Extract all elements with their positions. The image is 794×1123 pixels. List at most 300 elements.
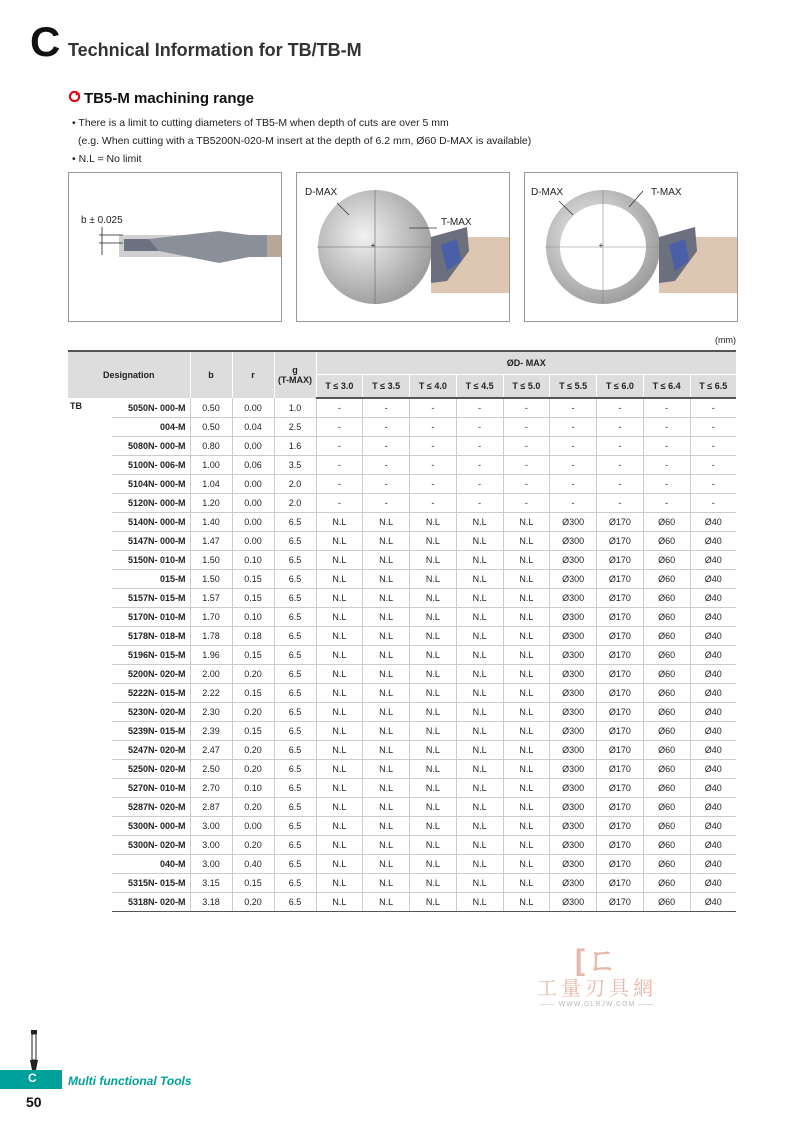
g-cell: 1.0 xyxy=(274,398,316,418)
dmax-cell: N.L xyxy=(363,627,410,646)
dmax-cell: - xyxy=(363,398,410,418)
dmax-cell: N.L xyxy=(456,817,503,836)
dmax-cell: Ø40 xyxy=(690,589,736,608)
tolerance-label: b ± 0.025 xyxy=(81,215,123,226)
dmax-cell: Ø40 xyxy=(690,608,736,627)
dmax-cell: Ø300 xyxy=(550,779,597,798)
table-row xyxy=(68,741,736,760)
dmax-cell: N.L xyxy=(363,684,410,703)
dmax-cell: - xyxy=(690,494,736,513)
table-row xyxy=(68,817,736,836)
dmax-cell: N.L xyxy=(456,532,503,551)
g-cell: 6.5 xyxy=(274,798,316,817)
r-cell: 0.15 xyxy=(232,684,274,703)
dmax-cell: Ø40 xyxy=(690,855,736,874)
dmax-cell: Ø170 xyxy=(597,779,644,798)
dmax-cell: N.L xyxy=(363,703,410,722)
b-cell: 1.78 xyxy=(190,627,232,646)
dmax-cell: N.L xyxy=(503,798,550,817)
header-t-col: T ≤ 5.0 xyxy=(503,375,550,399)
dmax-cell: - xyxy=(597,475,644,494)
dmax-cell: - xyxy=(597,494,644,513)
table-row xyxy=(68,437,736,456)
table-row xyxy=(68,627,736,646)
dmax-cell: N.L xyxy=(456,779,503,798)
b-cell: 0.50 xyxy=(190,398,232,418)
dmax-cell: N.L xyxy=(316,703,363,722)
dmax-cell: N.L xyxy=(410,513,457,532)
r-cell: 0.10 xyxy=(232,551,274,570)
dmax-cell: - xyxy=(643,456,690,475)
r-cell: 0.00 xyxy=(232,398,274,418)
dmax-cell: - xyxy=(316,418,363,437)
footer-section-letter: C xyxy=(28,1071,37,1085)
b-cell: 1.04 xyxy=(190,475,232,494)
section-letter: C xyxy=(30,18,61,65)
dmax-cell: Ø60 xyxy=(643,551,690,570)
r-cell: 0.10 xyxy=(232,608,274,627)
dmax-cell: Ø60 xyxy=(643,779,690,798)
dmax-cell: - xyxy=(456,475,503,494)
dmax-cell: N.L xyxy=(456,893,503,912)
dmax-cell: N.L xyxy=(503,874,550,893)
dmax-cell: Ø300 xyxy=(550,589,597,608)
dmax-cell: N.L xyxy=(503,646,550,665)
b-cell: 2.50 xyxy=(190,760,232,779)
dmax-cell: N.L xyxy=(410,798,457,817)
dmax-cell: Ø60 xyxy=(643,570,690,589)
designation-cell: 5318N- 020-M xyxy=(112,893,190,912)
dmax-cell: Ø170 xyxy=(597,798,644,817)
designation-cell: 5196N- 015-M xyxy=(112,646,190,665)
dmax-cell: - xyxy=(597,437,644,456)
table-row xyxy=(68,874,736,893)
g-cell: 6.5 xyxy=(274,760,316,779)
designation-cell: 015-M xyxy=(112,570,190,589)
dmax-cell: Ø40 xyxy=(690,722,736,741)
dmax-cell: - xyxy=(456,437,503,456)
dmax-cell: Ø60 xyxy=(643,532,690,551)
dmax-cell: N.L xyxy=(503,627,550,646)
dmax-cell: N.L xyxy=(363,722,410,741)
dmax-cell: N.L xyxy=(503,551,550,570)
dmax-cell: Ø170 xyxy=(597,665,644,684)
dmax-cell: - xyxy=(503,418,550,437)
dmax-cell: - xyxy=(503,456,550,475)
b-cell: 1.47 xyxy=(190,532,232,551)
r-cell: 0.18 xyxy=(232,627,274,646)
b-cell: 2.70 xyxy=(190,779,232,798)
dmax-cell: Ø300 xyxy=(550,532,597,551)
watermark-text: 工量刃具網 xyxy=(537,978,657,1000)
dmax-cell: N.L xyxy=(316,513,363,532)
dmax-cell: Ø170 xyxy=(597,817,644,836)
dmax-cell: - xyxy=(690,456,736,475)
dmax-cell: N.L xyxy=(503,893,550,912)
dmax-cell: Ø300 xyxy=(550,855,597,874)
dmax-cell: N.L xyxy=(456,589,503,608)
dmax-cell: Ø60 xyxy=(643,722,690,741)
dmax-cell: N.L xyxy=(456,855,503,874)
dmax-cell: Ø40 xyxy=(690,703,736,722)
dmax-cell: Ø300 xyxy=(550,570,597,589)
dmax-cell: N.L xyxy=(503,532,550,551)
dmax-cell: N.L xyxy=(363,798,410,817)
dmax-cell: Ø300 xyxy=(550,760,597,779)
b-cell: 1.00 xyxy=(190,456,232,475)
dmax-cell: Ø60 xyxy=(643,608,690,627)
b-cell: 2.39 xyxy=(190,722,232,741)
dmax-cell: - xyxy=(643,418,690,437)
watermark-url: —— WWW.GLRJW.COM —— xyxy=(539,1001,655,1008)
b-cell: 1.20 xyxy=(190,494,232,513)
header-t-col: T ≤ 6.4 xyxy=(643,375,690,399)
dmax-cell: N.L xyxy=(410,722,457,741)
dmax-cell: - xyxy=(410,456,457,475)
designation-cell: 5287N- 020-M xyxy=(112,798,190,817)
dmax-cell: N.L xyxy=(316,874,363,893)
g-cell: 6.5 xyxy=(274,551,316,570)
dmax-cell: - xyxy=(503,494,550,513)
dmax-cell: N.L xyxy=(503,570,550,589)
designation-cell: 5157N- 015-M xyxy=(112,589,190,608)
dmax-cell: N.L xyxy=(456,703,503,722)
header-t-col: T ≤ 3.0 xyxy=(316,375,363,399)
page-title: Technical Information for TB/TB-M xyxy=(68,40,362,60)
dmax-cell: N.L xyxy=(503,665,550,684)
dmax-cell: N.L xyxy=(316,589,363,608)
dmax-cell: N.L xyxy=(316,760,363,779)
dmax-cell: - xyxy=(643,494,690,513)
table-row xyxy=(68,855,736,874)
dmax-cell: N.L xyxy=(316,684,363,703)
dmax-cell: N.L xyxy=(363,817,410,836)
dmax-cell: N.L xyxy=(316,627,363,646)
dmax-cell: N.L xyxy=(503,703,550,722)
dmax-cell: N.L xyxy=(456,627,503,646)
dmax-cell: - xyxy=(456,398,503,418)
dmax-cell: - xyxy=(410,437,457,456)
designation-cell: 5050N- 000-M xyxy=(112,398,190,418)
r-cell: 0.04 xyxy=(232,418,274,437)
dmax-cell: Ø300 xyxy=(550,665,597,684)
dmax-cell: - xyxy=(643,475,690,494)
g-cell: 6.5 xyxy=(274,608,316,627)
b-cell: 0.80 xyxy=(190,437,232,456)
designation-cell: 5200N- 020-M xyxy=(112,665,190,684)
header-dmax: ØD- MAX xyxy=(316,351,736,375)
table-row xyxy=(68,646,736,665)
dmax-cell: N.L xyxy=(456,874,503,893)
g-cell: 6.5 xyxy=(274,684,316,703)
header-g-label: g xyxy=(292,365,298,375)
dmax-cell: N.L xyxy=(316,665,363,684)
dmax-cell: Ø40 xyxy=(690,684,736,703)
dmax-cell: - xyxy=(410,475,457,494)
dmax-cell: Ø170 xyxy=(597,532,644,551)
dmax-cell: N.L xyxy=(363,874,410,893)
dmax-label: D-MAX xyxy=(531,187,564,198)
header-designation: Designation xyxy=(68,351,190,398)
dmax-cell: - xyxy=(690,475,736,494)
dmax-cell: N.L xyxy=(456,741,503,760)
dmax-cell: N.L xyxy=(456,570,503,589)
g-cell: 6.5 xyxy=(274,703,316,722)
dmax-cell: Ø60 xyxy=(643,589,690,608)
b-cell: 3.15 xyxy=(190,874,232,893)
table-row xyxy=(68,836,736,855)
b-cell: 2.87 xyxy=(190,798,232,817)
g-cell: 6.5 xyxy=(274,874,316,893)
dmax-cell: - xyxy=(410,398,457,418)
b-cell: 1.50 xyxy=(190,551,232,570)
r-cell: 0.20 xyxy=(232,665,274,684)
dmax-cell: Ø60 xyxy=(643,760,690,779)
b-cell: 2.22 xyxy=(190,684,232,703)
dmax-cell: Ø40 xyxy=(690,570,736,589)
dmax-cell: N.L xyxy=(316,836,363,855)
dmax-cell: N.L xyxy=(456,798,503,817)
dmax-cell: - xyxy=(690,437,736,456)
r-cell: 0.15 xyxy=(232,589,274,608)
dmax-cell: Ø300 xyxy=(550,646,597,665)
dmax-cell: N.L xyxy=(316,608,363,627)
dmax-cell: Ø40 xyxy=(690,836,736,855)
dmax-cell: N.L xyxy=(410,817,457,836)
header-t-col: T ≤ 5.5 xyxy=(550,375,597,399)
r-cell: 0.15 xyxy=(232,722,274,741)
header-b: b xyxy=(190,351,232,398)
table-row xyxy=(68,398,736,418)
dmax-cell: N.L xyxy=(410,836,457,855)
dmax-cell: N.L xyxy=(456,722,503,741)
dmax-cell: Ø40 xyxy=(690,741,736,760)
dmax-cell: Ø300 xyxy=(550,513,597,532)
g-cell: 6.5 xyxy=(274,722,316,741)
solid-bar-figure xyxy=(296,172,510,322)
table-row xyxy=(68,798,736,817)
dmax-cell: N.L xyxy=(316,551,363,570)
table-row xyxy=(68,589,736,608)
dmax-cell: N.L xyxy=(503,589,550,608)
r-cell: 0.20 xyxy=(232,798,274,817)
refresh-arrow-icon xyxy=(68,90,81,107)
b-cell: 2.30 xyxy=(190,703,232,722)
dmax-cell: N.L xyxy=(316,817,363,836)
g-cell: 6.5 xyxy=(274,741,316,760)
dmax-cell: N.L xyxy=(363,513,410,532)
tmax-label: T-MAX xyxy=(441,217,472,228)
dmax-cell: N.L xyxy=(503,760,550,779)
r-cell: 0.20 xyxy=(232,703,274,722)
dmax-cell: - xyxy=(643,437,690,456)
dmax-cell: N.L xyxy=(410,760,457,779)
dmax-cell: Ø40 xyxy=(690,798,736,817)
designation-cell: 5300N- 020-M xyxy=(112,836,190,855)
dmax-cell: - xyxy=(363,475,410,494)
dmax-cell: Ø60 xyxy=(643,836,690,855)
g-cell: 6.5 xyxy=(274,589,316,608)
dmax-cell: N.L xyxy=(410,874,457,893)
dmax-cell: Ø300 xyxy=(550,722,597,741)
dmax-cell: - xyxy=(597,456,644,475)
dmax-cell: N.L xyxy=(410,551,457,570)
dmax-cell: Ø40 xyxy=(690,874,736,893)
designation-cell: 5222N- 015-M xyxy=(112,684,190,703)
dmax-cell: - xyxy=(456,456,503,475)
dmax-cell: - xyxy=(316,456,363,475)
dmax-cell: - xyxy=(690,398,736,418)
dmax-cell: - xyxy=(503,475,550,494)
designation-cell: 5147N- 000-M xyxy=(112,532,190,551)
dmax-cell: Ø170 xyxy=(597,646,644,665)
dmax-cell: N.L xyxy=(363,532,410,551)
dmax-label: D-MAX xyxy=(305,187,338,198)
dmax-cell: N.L xyxy=(363,760,410,779)
note-line: • There is a limit to cutting diameters of TB5-M when depth of cuts are over 5 mm xyxy=(72,117,449,129)
dmax-cell: Ø40 xyxy=(690,779,736,798)
dmax-cell: - xyxy=(363,494,410,513)
dmax-cell: - xyxy=(550,456,597,475)
dmax-cell: Ø40 xyxy=(690,665,736,684)
b-cell: 3.00 xyxy=(190,817,232,836)
dmax-cell: Ø300 xyxy=(550,684,597,703)
g-cell: 6.5 xyxy=(274,646,316,665)
b-cell: 1.70 xyxy=(190,608,232,627)
designation-cell: 5120N- 000-M xyxy=(112,494,190,513)
dmax-cell: N.L xyxy=(363,570,410,589)
table-row xyxy=(68,494,736,513)
designation-cell: 5300N- 000-M xyxy=(112,817,190,836)
dmax-cell: N.L xyxy=(316,646,363,665)
dmax-cell: N.L xyxy=(363,646,410,665)
dmax-cell: Ø60 xyxy=(643,798,690,817)
r-cell: 0.00 xyxy=(232,437,274,456)
section-heading xyxy=(68,90,254,107)
designation-cell: 5315N- 015-M xyxy=(112,874,190,893)
dmax-cell: Ø40 xyxy=(690,646,736,665)
dmax-cell: Ø300 xyxy=(550,798,597,817)
table-row xyxy=(68,703,736,722)
r-cell: 0.20 xyxy=(232,893,274,912)
dmax-cell: N.L xyxy=(363,855,410,874)
dmax-cell: N.L xyxy=(316,798,363,817)
dmax-cell: - xyxy=(456,418,503,437)
header-g xyxy=(274,351,316,398)
dmax-cell: - xyxy=(363,437,410,456)
dmax-cell: N.L xyxy=(410,608,457,627)
dmax-cell: Ø60 xyxy=(643,817,690,836)
b-cell: 0.50 xyxy=(190,418,232,437)
dmax-cell: Ø60 xyxy=(643,893,690,912)
dmax-cell: Ø170 xyxy=(597,703,644,722)
dmax-cell: N.L xyxy=(456,665,503,684)
table-row xyxy=(68,608,736,627)
dmax-cell: Ø40 xyxy=(690,532,736,551)
dmax-cell: Ø60 xyxy=(643,513,690,532)
dmax-cell: - xyxy=(316,475,363,494)
dmax-cell: N.L xyxy=(316,722,363,741)
designation-cell: 5178N- 018-M xyxy=(112,627,190,646)
dmax-cell: N.L xyxy=(363,779,410,798)
tmax-label: T-MAX xyxy=(651,187,682,198)
dmax-cell: N.L xyxy=(503,836,550,855)
dmax-cell: Ø60 xyxy=(643,741,690,760)
dmax-cell: - xyxy=(550,437,597,456)
r-cell: 0.15 xyxy=(232,646,274,665)
dmax-cell: - xyxy=(550,494,597,513)
dmax-cell: N.L xyxy=(316,893,363,912)
dmax-cell: N.L xyxy=(456,551,503,570)
watermark-logo: [ㄈ xyxy=(575,944,619,977)
dmax-cell: N.L xyxy=(503,513,550,532)
watermark xyxy=(532,945,662,1008)
table-row xyxy=(68,684,736,703)
b-cell: 3.18 xyxy=(190,893,232,912)
dmax-cell: - xyxy=(550,475,597,494)
table-row xyxy=(68,456,736,475)
b-cell: 2.00 xyxy=(190,665,232,684)
dmax-cell: - xyxy=(597,398,644,418)
dmax-cell: N.L xyxy=(456,608,503,627)
dmax-cell: N.L xyxy=(410,589,457,608)
dmax-cell: Ø170 xyxy=(597,627,644,646)
dmax-cell: N.L xyxy=(363,551,410,570)
dmax-cell: N.L xyxy=(410,893,457,912)
dmax-cell: Ø170 xyxy=(597,836,644,855)
dmax-cell: Ø60 xyxy=(643,855,690,874)
designation-cell: 5270N- 010-M xyxy=(112,779,190,798)
dmax-cell: Ø170 xyxy=(597,855,644,874)
dmax-cell: N.L xyxy=(410,570,457,589)
dmax-cell: N.L xyxy=(410,741,457,760)
dmax-cell: N.L xyxy=(456,646,503,665)
table-row xyxy=(68,893,736,912)
dmax-cell: Ø60 xyxy=(643,684,690,703)
dmax-cell: N.L xyxy=(363,608,410,627)
g-cell: 3.5 xyxy=(274,456,316,475)
dmax-cell: N.L xyxy=(410,855,457,874)
g-cell: 6.5 xyxy=(274,627,316,646)
b-cell: 1.40 xyxy=(190,513,232,532)
g-cell: 6.5 xyxy=(274,532,316,551)
dmax-cell: - xyxy=(410,494,457,513)
dmax-cell: - xyxy=(643,398,690,418)
g-cell: 6.5 xyxy=(274,570,316,589)
g-cell: 6.5 xyxy=(274,817,316,836)
dmax-cell: Ø170 xyxy=(597,893,644,912)
dmax-cell: Ø60 xyxy=(643,703,690,722)
svg-text:+: + xyxy=(598,241,604,250)
r-cell: 0.20 xyxy=(232,760,274,779)
dmax-cell: Ø170 xyxy=(597,741,644,760)
series-label: TB xyxy=(70,401,82,411)
dmax-cell: - xyxy=(316,437,363,456)
g-cell: 1.6 xyxy=(274,437,316,456)
dmax-cell: Ø170 xyxy=(597,608,644,627)
dmax-cell: N.L xyxy=(316,532,363,551)
dmax-cell: N.L xyxy=(316,570,363,589)
dmax-cell: Ø40 xyxy=(690,627,736,646)
dmax-cell: N.L xyxy=(456,836,503,855)
unit-label: (mm) xyxy=(715,335,736,345)
dmax-cell: Ø170 xyxy=(597,684,644,703)
dmax-cell: Ø60 xyxy=(643,646,690,665)
header-t-col: T ≤ 6.0 xyxy=(597,375,644,399)
designation-cell: 040-M xyxy=(112,855,190,874)
dmax-cell: N.L xyxy=(503,722,550,741)
r-cell: 0.40 xyxy=(232,855,274,874)
